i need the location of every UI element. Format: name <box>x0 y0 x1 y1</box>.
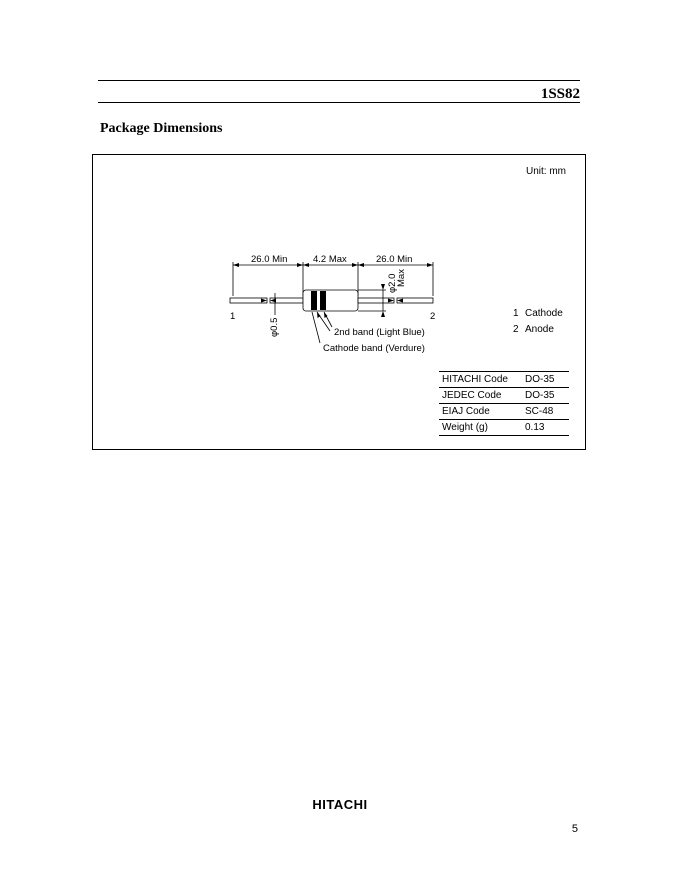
page-number: 5 <box>571 823 578 835</box>
second-band-label: 2nd band (Light Blue) <box>334 327 425 338</box>
brand-logo: HITACHI <box>312 797 368 812</box>
table-row: Weight (g) 0.13 <box>439 420 569 436</box>
pin-item: 2 Anode <box>513 324 554 335</box>
package-code-table <box>439 371 569 436</box>
dim-body-diameter-max: Max <box>396 269 407 287</box>
dim-lead-diameter: φ0.5 <box>269 317 280 337</box>
table-row: HITACHI Code DO-35 <box>439 372 569 388</box>
unit-label: Unit: mm <box>526 166 566 177</box>
section-title: Package Dimensions <box>100 121 223 136</box>
pin-item: 1 Cathode <box>513 308 563 319</box>
dim-body-diameter: φ2.0 <box>387 273 398 293</box>
part-number: 1SS82 <box>540 86 580 102</box>
dim-body-length: 4.2 Max <box>313 254 347 265</box>
table-row: EIAJ Code SC-48 <box>439 404 569 420</box>
terminal-right-number: 2 <box>430 311 436 322</box>
pin-legend <box>513 306 563 338</box>
header-top-rule <box>98 80 580 81</box>
terminal-left-number: 1 <box>230 311 236 322</box>
header-bottom-rule <box>98 102 580 103</box>
package-drawing-frame <box>92 154 586 450</box>
dim-lead-left: 26.0 Min <box>251 254 288 265</box>
cathode-band-label: Cathode band (Verdure) <box>323 343 425 354</box>
table-row: JEDEC Code DO-35 <box>439 388 569 404</box>
dim-lead-right: 26.0 Min <box>376 254 413 265</box>
